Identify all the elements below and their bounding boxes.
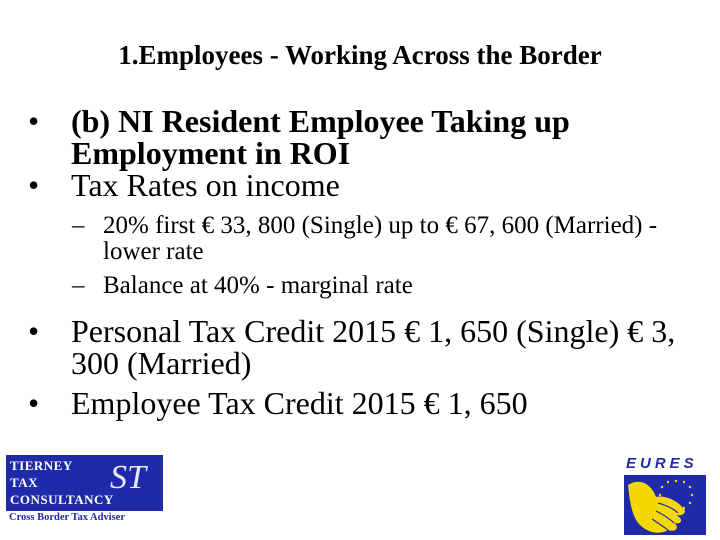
bullet-tax-rates [28, 169, 698, 201]
tierney-tagline: Cross Border Tax Adviser [9, 512, 126, 523]
bullet-text: Personal Tax Credit 2015 € 1, 650 (Single) € 3, 300 (Married) [71, 313, 676, 381]
bullet-marker: • [28, 385, 40, 421]
bullet-personal-tax-credit [28, 315, 698, 379]
sub-bullet-marker: – [72, 212, 85, 239]
bullet-text: Employee Tax Credit 2015 € 1, 650 [71, 385, 528, 421]
bullet-marker: • [28, 167, 40, 203]
bullet-text: (b) NI Resident Employee Taking up Employment in ROI [71, 103, 570, 171]
bullet-employee-tax-credit [28, 387, 698, 419]
tierney-logo-line2: TAX [10, 475, 38, 490]
bullet-marker: • [28, 103, 40, 139]
bullet-text: Tax Rates on income [71, 167, 340, 203]
tierney-logo [6, 455, 166, 525]
bullet-ni-resident [28, 105, 698, 169]
eures-logo-text: EURES [626, 455, 698, 472]
eures-emblem-icon [618, 455, 714, 537]
sub-bullet-marker: – [72, 272, 85, 299]
bullet-marker: • [28, 313, 40, 349]
tierney-logo-line3: CONSULTANCY [10, 492, 114, 507]
sub-bullet-text: Balance at 40% - marginal rate [103, 272, 413, 299]
tierney-monogram-icon: ST [110, 459, 146, 496]
eures-logo [618, 455, 714, 537]
slide-title: 1.Employees - Working Across the Border [118, 40, 602, 70]
slide-content [28, 95, 698, 419]
sub-bullet-marginal-rate [28, 273, 698, 299]
sub-bullet-text: 20% first € 33, 800 (Single) up to € 67, 600 (Married) - lower rate [103, 212, 658, 265]
tierney-logo-line1: TIERNEY [10, 458, 73, 473]
sub-bullet-lower-rate [28, 213, 698, 265]
